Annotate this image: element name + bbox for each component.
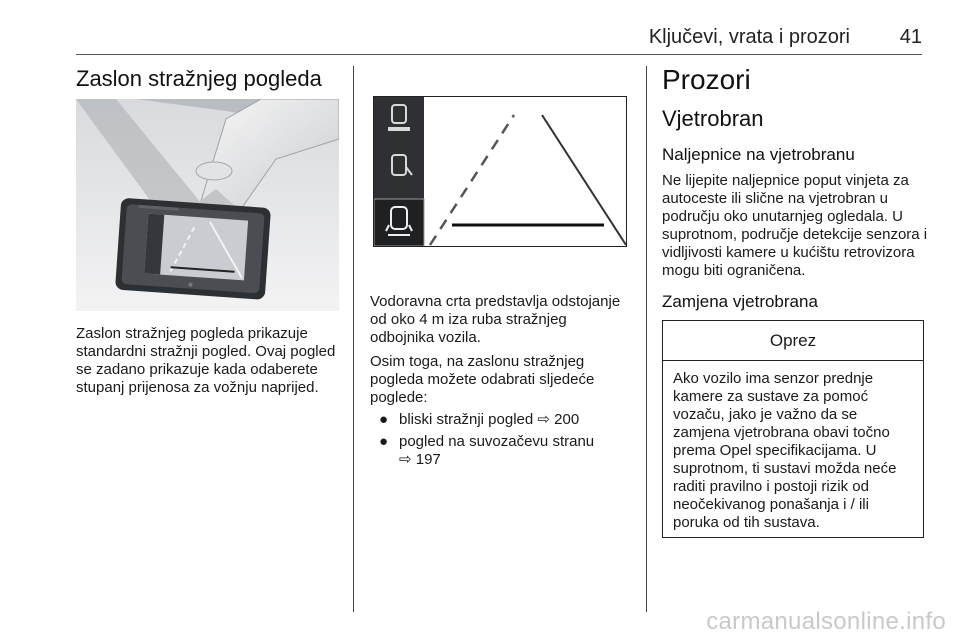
- column-divider-left: [353, 66, 354, 612]
- page-ref-number: 200: [554, 411, 580, 428]
- bullet-text: bliski stražnji pogled: [399, 411, 534, 428]
- section-title-windshield: Vjetrobran: [662, 106, 764, 131]
- chapter-title-windows: Prozori: [662, 64, 751, 95]
- page-ref-arrow-icon: ⇨: [537, 411, 550, 428]
- display-guidelines-illustration: [374, 97, 626, 246]
- page-number: 41: [899, 26, 922, 48]
- header-divider: [76, 54, 922, 55]
- section-title-rear-view: Zaslon stražnjeg pogleda: [76, 66, 322, 91]
- bullet-text: pogled na suvozačevu stranu: [399, 433, 595, 450]
- rear-view-description: Zaslon stražnjeg pogleda prikazuje standardni stražnji pogled. Ovaj pogled se zadano prikazuje kada odaberete stupanj prijenosa za vožnju naprijed.: [76, 325, 336, 396]
- caution-title: Oprez: [663, 321, 923, 361]
- page-ref-number: 197: [415, 451, 441, 468]
- running-header-title: Ključevi, vrata i prozori: [648, 26, 850, 48]
- column-divider-right: [646, 66, 647, 612]
- view-selection-intro: Osim toga, na zaslonu stražnjeg pogleda možete odabrati sljedeće poglede:: [370, 353, 595, 406]
- list-item: ● pogled na suvozačevu stranu ⇨ 197: [379, 433, 595, 468]
- mirror-illustration: [76, 99, 339, 311]
- subsection-title-replacement: Zamjena vjetrobrana: [662, 292, 818, 311]
- page-ref-arrow-icon: ⇨: [399, 451, 412, 468]
- list-item: ● bliski stražnji pogled ⇨ 200: [379, 411, 580, 428]
- stickers-warning-text: Ne lijepite naljepnice poput vinjeta za autoceste ili slične na vjetrobran u području oko unutarnjeg ogledala. U suprotnom, područje detekcije senzora i vidljivosti kamere u kućištu retrovizora mogu biti ograničena.: [662, 172, 928, 279]
- rear-view-display-diagram: [373, 96, 627, 247]
- watermark: carmanualsonline.info: [706, 608, 946, 635]
- caution-text: Ako vozilo ima senzor prednje kamere za sustave za pomoć vozaču, jako je važno da se zamjena vjetrobrana obavi točno prema Opel specifikacijama. U suprotnom, ti sustavi možda neće raditi pravilno i postoji rizik od neočekivanog ponašanja i / ili poruka od tih sustava.: [673, 370, 897, 531]
- subsection-title-stickers: Naljepnice na vjetrobranu: [662, 145, 855, 164]
- rear-view-mirror-photo: [76, 99, 339, 311]
- caution-box: [662, 320, 924, 538]
- horizontal-line-explanation: Vodoravna crta predstavlja odstojanje od oko 4 m iza ruba stražnjeg odbojnika vozila.: [370, 293, 621, 346]
